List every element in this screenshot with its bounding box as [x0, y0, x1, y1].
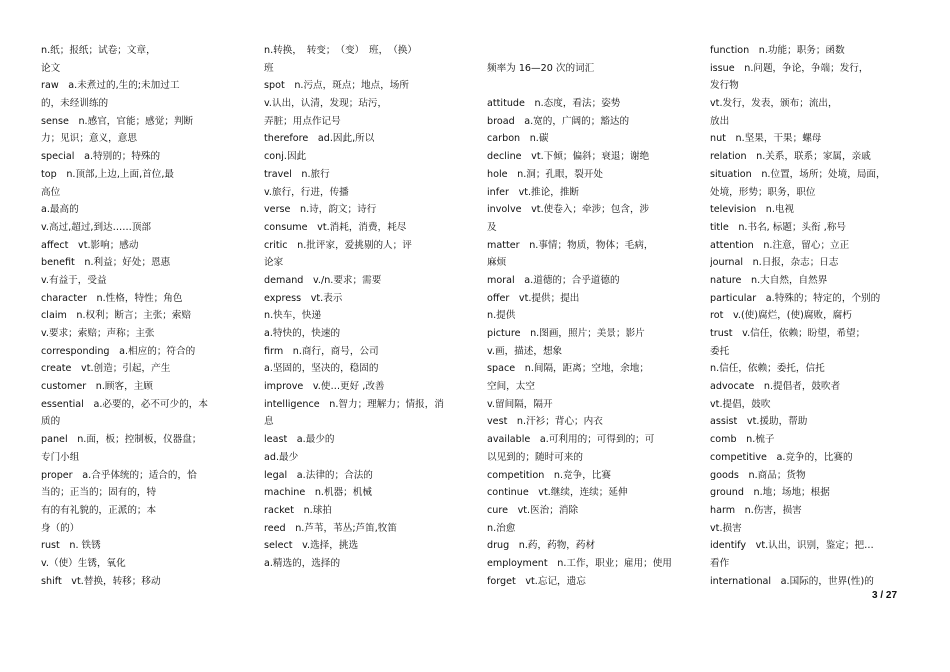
entry-line: offer vt.提供；提出	[487, 292, 580, 304]
entry-line: n.转换， 转变； （变） 班， （换）	[264, 45, 418, 56]
entry-line: intelligence n.智力；理解力；情报，消	[264, 398, 444, 410]
entry-line: v.认出，认清，发现；玷污，	[264, 98, 388, 110]
entry-line: hole n.洞；孔眼，裂开处	[487, 168, 603, 180]
entry-line: n.治愈	[487, 522, 516, 534]
entry-line: affect vt.影响；感动	[41, 239, 139, 251]
entry-line: customer n.顾客，主顾	[41, 381, 153, 393]
entry-line: vt.损害	[710, 522, 742, 534]
entry-line: 委托	[710, 345, 730, 357]
entry-line: n.快车，快递	[264, 310, 322, 322]
entry-line: goods n.商品；货物	[710, 469, 806, 481]
entry-line: 的，未经训练的	[41, 98, 109, 110]
entry-line: carbon n.碳	[487, 133, 549, 145]
entry-line: 及	[487, 221, 497, 233]
entry-line: drug n.药，药物，药材	[487, 540, 596, 552]
entry-line: comb n.梳子	[710, 434, 775, 446]
entry-line: a.坚固的，坚决的，稳固的	[264, 363, 379, 375]
entry-line: racket n.球拍	[264, 504, 332, 516]
entry-line: assist vt.援助，帮助	[710, 416, 808, 428]
entry-line: 发行物	[710, 80, 739, 92]
entry-line: proper a.合乎体统的；适合的，恰	[41, 469, 197, 481]
entry-line: attitude n.态度，看法；姿势	[487, 98, 621, 110]
entry-line: express vt.表示	[264, 292, 343, 304]
entry-line: v.有益于，受益	[41, 274, 107, 286]
entry-line: vt.提倡，鼓吹	[710, 398, 771, 410]
entry-line: select v.选择，挑选	[264, 540, 359, 552]
column-3	[487, 42, 697, 590]
entry-line: employment n.工作，职业；雇用；使用	[487, 557, 672, 569]
entry-line: journal n.日报，杂志；日志	[710, 257, 839, 269]
entry-line: 麻烦	[487, 257, 507, 269]
entry-line: 班	[264, 62, 274, 74]
entry-line: space n.间隔，距离；空地，余地；	[487, 363, 649, 375]
entry-line: critic n.批评家，爱挑剔的人；评	[264, 239, 412, 251]
entry-line: picture n.图画，照片；美景；影片	[487, 328, 645, 339]
entry-line: vest n.汗衫；背心；内衣	[487, 416, 603, 428]
entry-line: 质的	[41, 416, 61, 428]
entry-line: panel n.面，板；控制板，仪器盘；	[41, 434, 202, 446]
entry-line: sense n.感官，官能；感觉；判断	[41, 115, 194, 127]
entry-line: legal a.法律的；合法的	[264, 469, 373, 481]
entry-line: 论家	[264, 257, 284, 269]
entry-line: a.特快的，快速的	[264, 328, 341, 339]
entry-line: competitive a.竞争的，比赛的	[710, 451, 853, 463]
column-2	[264, 42, 474, 573]
entry-line: 以见到的；随时可来的	[487, 451, 583, 463]
entry-line: situation n.位置，场所；处境，局面，	[710, 168, 886, 180]
entry-line: trust v.信任，依赖；盼望，希望；	[710, 328, 866, 339]
entry-line: special a.特别的；特殊的	[41, 151, 161, 163]
entry-line: rot v.(使)腐烂，(使)腐败，腐朽	[710, 310, 852, 322]
entry-line: television n.电视	[710, 204, 795, 216]
entry-line: verse n.诗，韵文；诗行	[264, 204, 377, 216]
entry-line: available a.可利用的；可得到的；可	[487, 434, 655, 446]
entry-line: competition n.竞争，比赛	[487, 469, 611, 481]
entry-line: conj.因此	[264, 151, 307, 163]
entry-line: a.精选的，选择的	[264, 557, 341, 569]
entry-line: 力；见识；意义，意思	[41, 133, 137, 145]
entry-line: vt.发行，发表，颁布；流出，	[710, 98, 838, 110]
entry-line: n.信任，依赖；委托，信托	[710, 363, 825, 375]
entry-line: character n.性格，特性；角色	[41, 292, 183, 304]
entry-line: spot n.污点，斑点；地点，场所	[264, 80, 409, 92]
entry-line: nut n.坚果，干果；螺母	[710, 133, 822, 145]
entry-line: issue n.问题，争论，争端；发行，	[710, 62, 869, 74]
entry-line: reed n.芦苇，苇丛;芦笛,牧笛	[264, 522, 397, 534]
entry-line: decline vt.下倾；偏斜；衰退；谢绝	[487, 151, 650, 163]
entry-line: a.最高的	[41, 204, 79, 216]
entry-line: n.纸；报纸；试卷；文章，	[41, 45, 156, 56]
entry-line: v.高过,超过,到达……顶部	[41, 221, 152, 233]
entry-line: advocate n.提倡者，鼓吹者	[710, 381, 841, 393]
entry-line: demand v./n.要求；需要	[264, 274, 382, 286]
entry-line: 空间，太空	[487, 381, 535, 393]
entry-line: infer vt.推论，推断	[487, 186, 580, 198]
entry-line: firm n.商行，商号，公司	[264, 345, 379, 357]
entry-line: improve v.使…更好 ,改善	[264, 381, 385, 393]
entry-line: v.留间隔，隔开	[487, 398, 553, 410]
entry-line: moral a.道德的；合乎道德的	[487, 274, 620, 286]
entry-line: attention n.注意，留心；立正	[710, 239, 850, 251]
entry-line: title n.书名, 标题；头衔 ,称号	[710, 221, 847, 233]
entry-line: nature n.大自然，自然界	[710, 274, 828, 286]
entry-line: 放出	[710, 115, 730, 127]
entry-line: 处境，形势；职务，职位	[710, 186, 816, 198]
entry-line: 弄脏；用点作记号	[264, 115, 341, 127]
entry-line: 论文	[41, 62, 61, 74]
entry-line: top n.顶部,上边,上面,首位,最	[41, 168, 174, 180]
entry-line: 频率为 16—20 次的词汇	[487, 62, 595, 74]
column-1	[41, 42, 246, 590]
entry-line: 有的有礼貌的，正派的；本	[41, 504, 157, 516]
entry-line: 身（的）	[41, 522, 80, 534]
entry-line: therefore ad.因此,所以	[264, 133, 375, 145]
entry-line: international a.国际的，世界(性)的	[710, 575, 874, 587]
entry-line	[487, 77, 697, 95]
entry-line: broad a.宽的，广阔的；豁达的	[487, 115, 630, 127]
entry-line: v.要求；索赔；声称；主张	[41, 328, 155, 339]
entry-line: 看作	[710, 557, 730, 569]
entry-line: corresponding a.相应的；符合的	[41, 345, 196, 357]
entry-line: relation n.关系，联系；家属，亲戚	[710, 151, 871, 163]
entry-line: rust n. 铁锈	[41, 540, 101, 552]
entry-line: v.（使）生锈，氧化	[41, 557, 126, 569]
entry-line: continue vt.继续，连续；延伸	[487, 487, 628, 499]
entry-line: 专门小组	[41, 451, 80, 463]
entry-line: create vt.创造；引起，产生	[41, 363, 171, 375]
entry-line: raw a.未煮过的,生的;未加过工	[41, 80, 180, 92]
entry-line: shift vt.替换，转移；移动	[41, 575, 161, 587]
entry-line: 高位	[41, 186, 61, 198]
entry-line: 息	[264, 416, 274, 428]
entry-line: cure vt.医治；消除	[487, 504, 579, 516]
entry-line: forget vt.忘记，遗忘	[487, 575, 586, 587]
entry-line: least a.最少的	[264, 434, 335, 446]
column-4	[710, 42, 910, 590]
entry-line: benefit n.利益；好处；恩惠	[41, 257, 171, 269]
page-number: 3 / 27	[872, 590, 898, 601]
entry-line: essential a.必要的，必不可少的，本	[41, 398, 208, 410]
entry-line: machine n.机器；机械	[264, 487, 372, 499]
entry-line: v.旅行，行进，传播	[264, 186, 349, 198]
entry-line: identify vt.认出，识别，鉴定；把…	[710, 540, 874, 552]
entry-line: 当的；正当的；固有的，特	[41, 487, 157, 499]
entry-line: n.提供	[487, 310, 516, 322]
entry-line: matter n.事情；物质，物体；毛病，	[487, 239, 654, 251]
entry-line: ground n.地；场地；根据	[710, 487, 830, 499]
entry-line: consume vt.消耗，消费，耗尽	[264, 221, 407, 233]
entry-line: harm n.伤害，损害	[710, 504, 802, 516]
entry-line: ad.最少	[264, 451, 299, 463]
entry-line: v.画，描述，想象	[487, 345, 563, 357]
entry-line	[487, 42, 697, 60]
entry-line: function n.功能；职务；函数	[710, 45, 845, 56]
entry-line: travel n.旅行	[264, 168, 330, 180]
entry-line: involve vt.使卷入；牵涉；包含，涉	[487, 204, 650, 216]
entry-line: particular a.特殊的；特定的，个别的	[710, 292, 881, 304]
entry-line: claim n.权利；断言；主张；索赔	[41, 310, 192, 322]
